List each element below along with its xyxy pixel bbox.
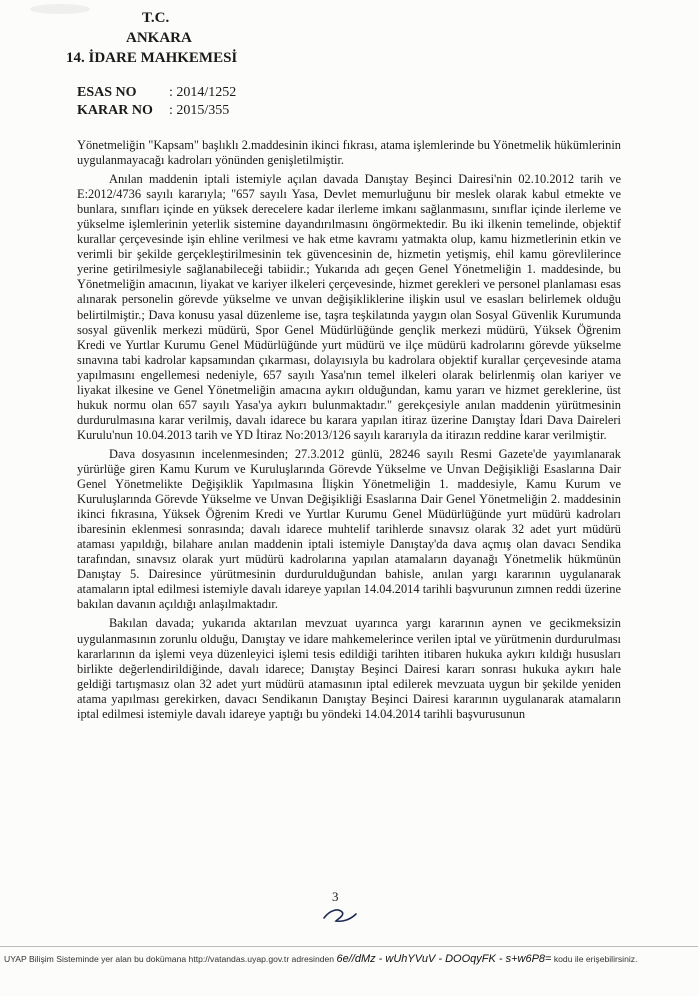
footer-prefix: UYAP Bilişim Sisteminde yer alan bu dokümana http://vatandas.uyap.gov.tr adresinden [4, 954, 335, 964]
esas-row [77, 84, 236, 102]
signature-mark-icon [318, 900, 362, 926]
karar-row [77, 102, 236, 120]
paragraph-2: Anılan maddenin iptali istemiyle açılan davada Danıştay Beşinci Dairesi'nin 02.10.2012 tarih ve E:2012/4736 sayılı kararıyla; "657 sayılı Yasa, Devlet memurluğunu bir meslek olarak kabul etmekte ve bunlara, sınıfları içinde en yüksek derecelere kadar ilerleme imkanı sağlanmasını, sınıflar içinde ilerleme ve yükselme işlemlerinin yeterlik sistemine dayandırılmasını öngörmektedir. Bu iki ilkenin temelinde, objektif kurallar çerçevesinde işin ehline verilmesi ve hak etme kavramı yatmakta olup, kamu hizmetlerinin etkin ve verimli bir şekilde gerçekleştirilmesinin tek güvencesinin de, hizmetin yetişmiş, ehil kamu görevlilerince yerine getirilmesiyle sağlanabileceği tabiidir.; Yukarıda adı geçen Genel Yönetmeliğin 1. maddesinde, bu Yönetmeliğin amacının, liyakat ve kariyer ilkeleri çerçevesinde, hizmet gerekleri ve personel planlaması esas alınarak personelin görevde yükselme ve unvan değişikliklerine ilişkin usul ve esasları belirlemek olduğu belirtilmiştir.; Dava konusu yasal düzenleme ise, taşra teşkilatında yaygın olan Sosyal Güvenlik Kurumunda sosyal güvenlik merkezi müdürü, Spor Genel Müdürlüğünde gençlik merkezi müdürü, Yüksek Öğrenim Kredi ve Yurtlar Kurumu Genel Müdürlüğünde yurt müdürü ve ilçe müdürü kadrolarını görevde yükselme sınavına tabi kadrolar kapsamından çıkarması, dolayısıyla bu kadrolara objektif kurallar çerçevesinde atama yapılmasını engellemesi nedeniyle, 657 sayılı Yasa'nın temel ilkeleri olarak belirlenmiş olan kariyer ve liyakat ilkesine ve Genel Yönetmeliğin amacına aykırı olduğundan, kamu yararı ve hizmet gereklerine, üst hukuk normu olan 657 sayılı Yasa'ya aykırı bulunmaktadır." gerekçesiyle anılan maddenin yürütmesinin durdurulmasına karar verilmiş, davalı idarece bu karara yapılan itiraz üzerine Danıştay İdari Dava Daireleri Kurulu'nun 10.04.2013 tarih ve YD İtiraz No:2013/126 sayılı kararıyla da itirazın reddine karar verilmiştir. [77, 172, 621, 442]
karar-value: : 2015/355 [169, 103, 230, 118]
page-number: 3 [332, 889, 339, 904]
header-court: 14. İDARE MAHKEMESİ [66, 50, 238, 66]
paragraph-3: Dava dosyasının incelenmesinden; 27.3.2012 günlü, 28246 sayılı Resmi Gazete'de yayımlanarak yürürlüğe giren Kamu Kurum ve Kuruluşlarında Görevde Yükselme ve Unvan Değişikliği Esaslarına Dair Genel Yönetmelikte Değişiklik Yapılmasına İlişkin Yönetmeliğin 1. maddesiyle, Kamu Kurum ve Kuruluşlarında Görevde Yükselme ve Unvan Değişikliği Esaslarına Dair Genel Yönetmeliğin 2. maddesinin ikinci fıkrasına, Yüksek Öğrenim Kredi ve Yurtlar Kurumu Genel Müdürlüğünde yurt müdürü kadroları ibaresinin eklenmesi sonrasında; davalı idarece muhtelif tarihlerde sınavsız olarak 32 adet yurt müdürü ataması yapıldığı, bilahare anılan maddenin iptali istemiyle Danıştay'da dava açmış olan davacı Sendika tarafından, sınavsız olarak yurt müdürü kadrolarına yapılan atamaların dayanağı Yönetmelik hükmünün Danıştay 5. Dairesince yürütmesinin durdurulduğundan bahisle, anılan yargı kararının uygulanarak atamaların iptal edilmesi istemiyle davalı idareye yapılan 14.04.2014 tarihli başvurunun zımnen reddi üzerine bakılan davanın açıldığı anlaşılmaktadır. [77, 446, 621, 612]
case-numbers [77, 84, 236, 120]
header-tc: T.C. [142, 10, 170, 26]
karar-label: KARAR NO [77, 103, 153, 118]
decision-body [77, 138, 621, 722]
esas-label: ESAS NO [77, 85, 137, 100]
footer-suffix: kodu ile erişebilirsiniz. [553, 954, 638, 964]
header-city: ANKARA [126, 30, 192, 46]
esas-value: : 2014/1252 [169, 85, 237, 100]
court-header [66, 8, 237, 68]
footer-divider [0, 946, 698, 947]
paragraph-4: Bakılan davada; yukarıda aktarılan mevzuat uyarınca yargı kararının aynen ve gecikmeksizin uygulanmasının zorunlu olduğu, Danıştay ve idare mahkemelerince verilen iptal ve yürütmenin durdurulması kararlarının da işlemi veya düzenleyici işlemi tesis edildiği tarihten itibaren hukuka aykırı kıldığı hususları birlikte değerlendirildiğinde, davalı idarece; Danıştay Beşinci Dairesi kararı sonrası hukuka aykırı hale geldiği tartışmasız olan 32 adet yurt müdürü atamasının iptal edilerek mevzuata uygun bir şekilde yeniden atama yapılması gerekirken, davacı Sendikanın Danıştay Beşinci Dairesi kararının uygulanarak atamaların iptal edilmesi istemiyle davalı idareye yaptığı bu yöndeki 14.04.2014 tarihli başvurusunun [77, 616, 621, 721]
uyap-footer [4, 953, 694, 965]
footer-code: 6e//dMz - wUhYVuV - DOOqyFK - s+w6P8= [336, 953, 552, 965]
paragraph-1: Yönetmeliğin "Kapsam" başlıklı 2.maddesinin ikinci fıkrası, atama işlemlerinde bu Yönetmelik hükümlerinin uygulanmayacağı kadroları yönünden genişletilmiştir. [77, 138, 621, 168]
